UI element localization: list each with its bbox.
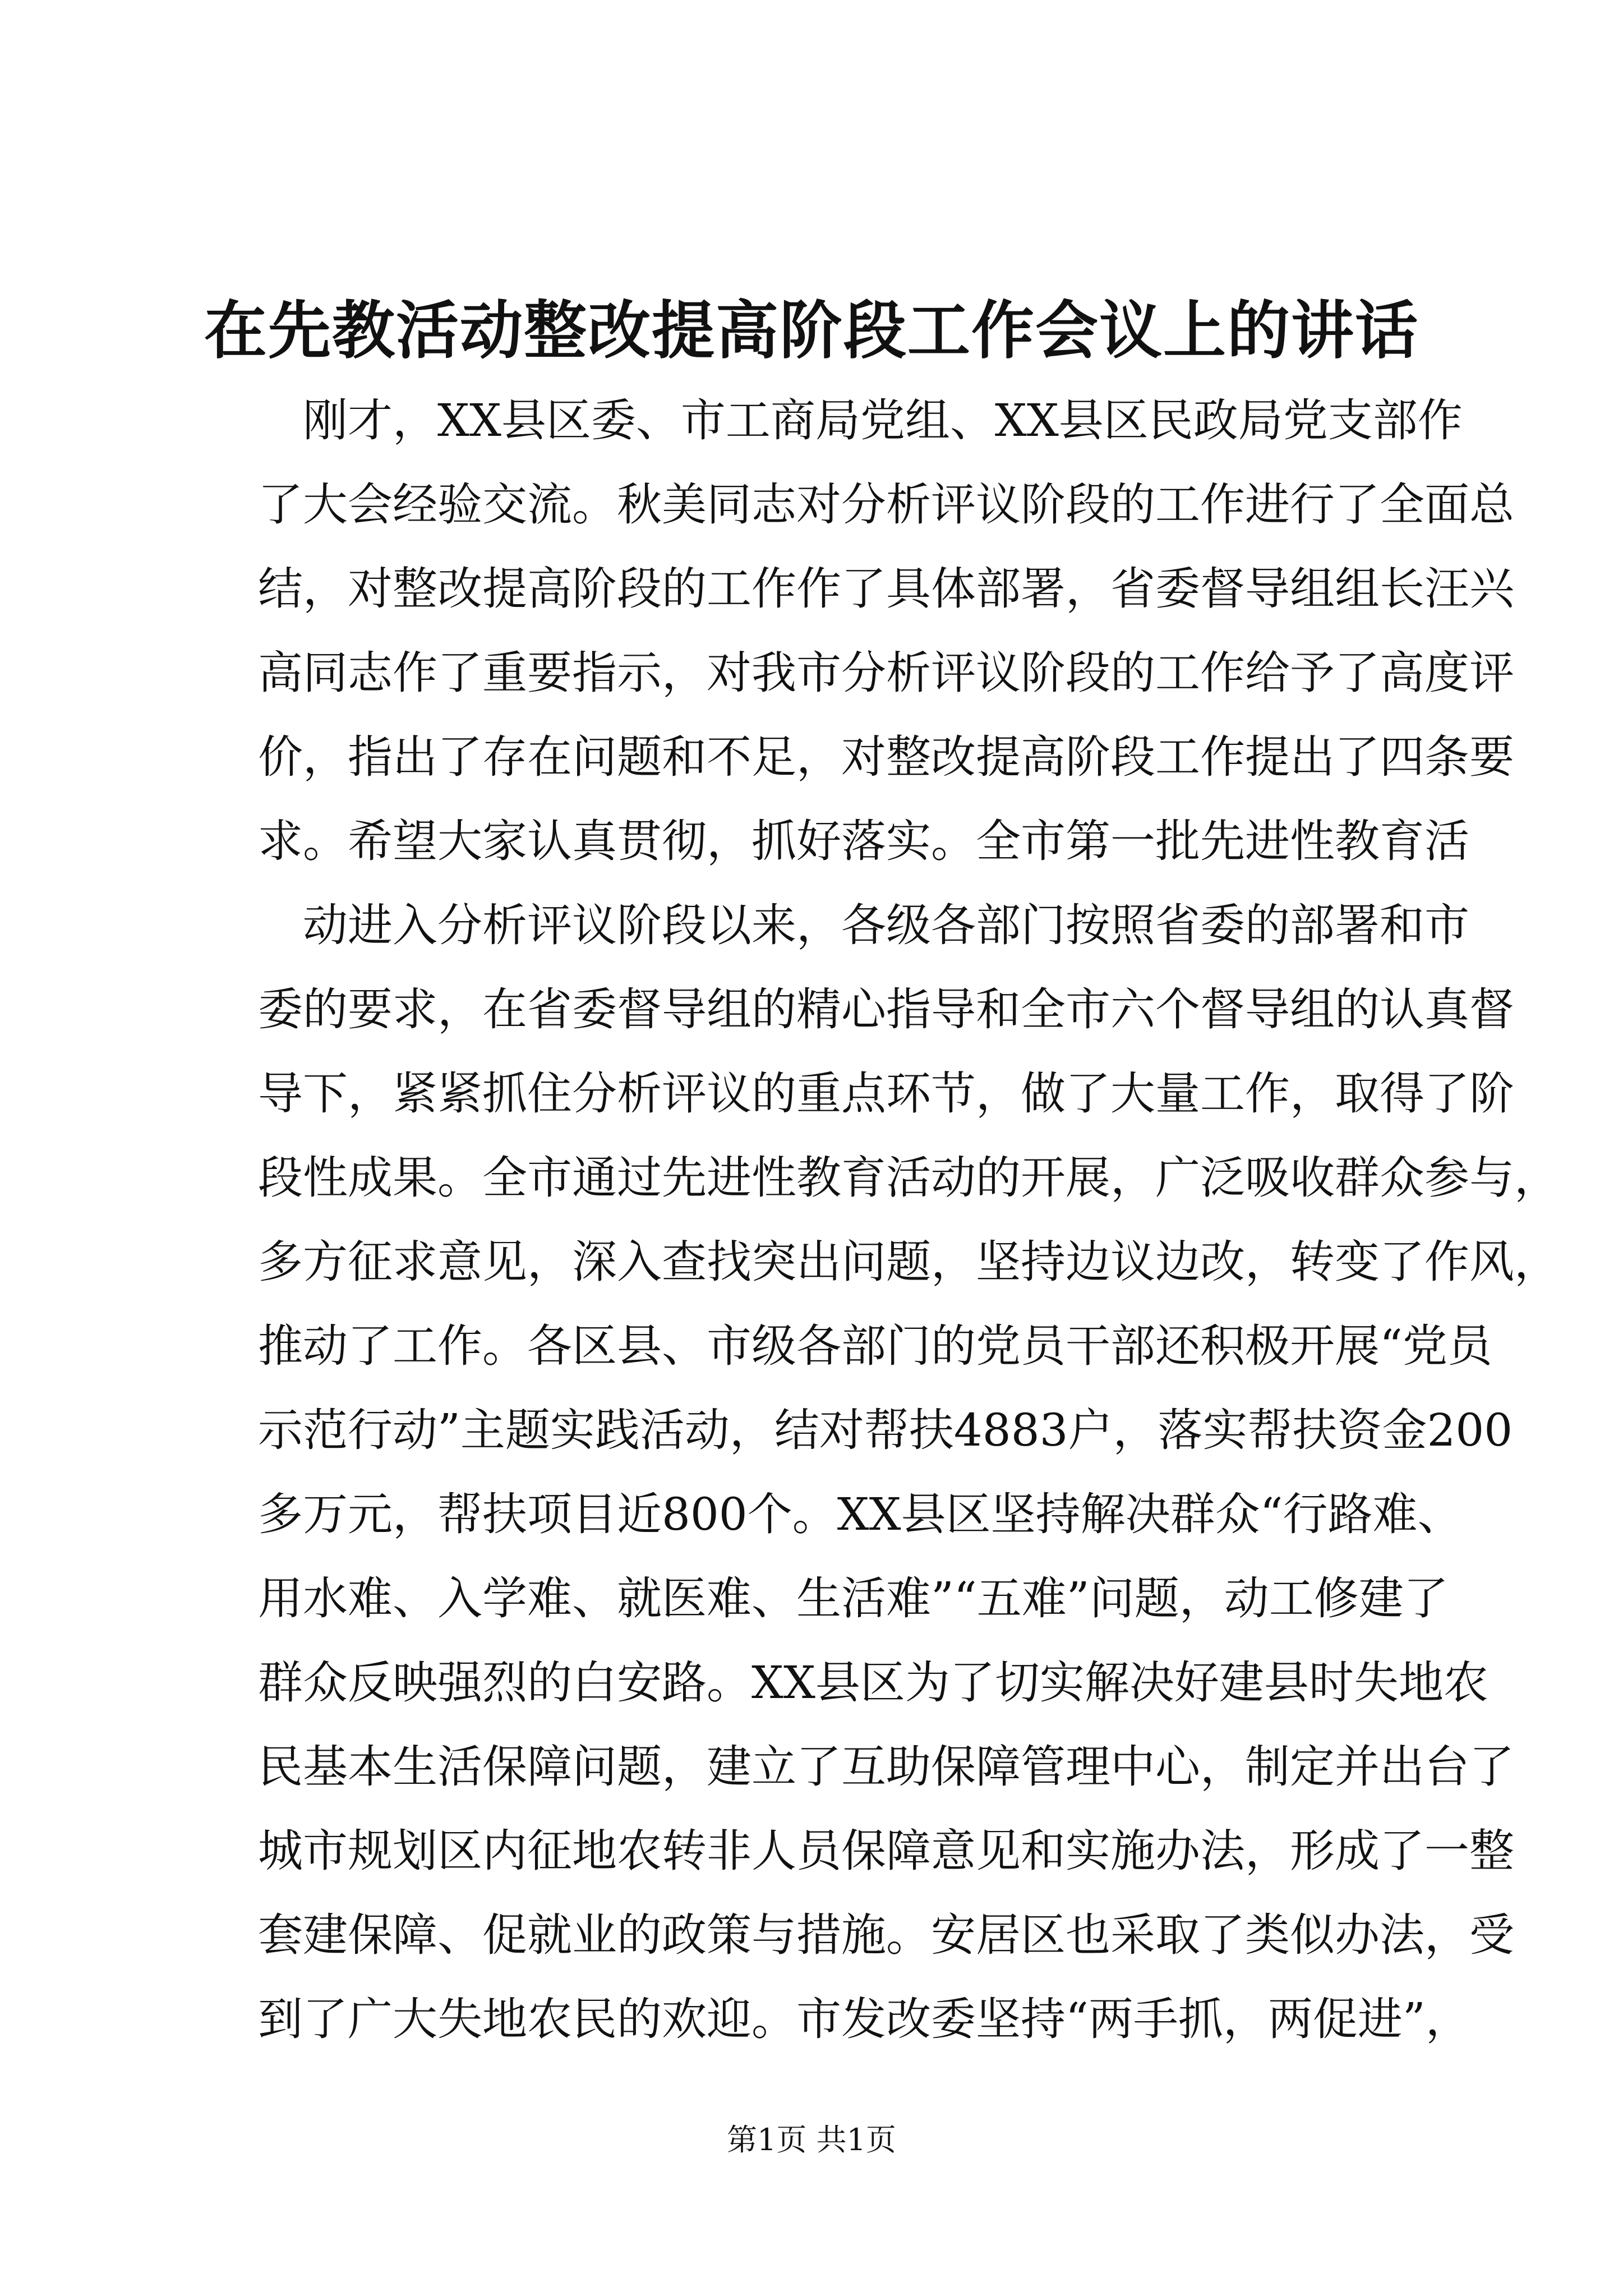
text-line: 群众反映强烈的白安路。XX县区为了切实解决好建县时失地农 <box>258 1657 1488 1709</box>
page-footer: 第1页 共1页 <box>727 2122 896 2157</box>
text-line: 导下，紧紧抓住分析评议的重点环节，做了大量工作，取得了阶 <box>258 1068 1514 1120</box>
text-line: 段性成果。全市通过先进性教育活动的开展，广泛吸收群众参与， <box>258 1152 1559 1204</box>
text-line: 价，指出了存在问题和不足，对整改提高阶段工作提出了四条要 <box>258 731 1514 783</box>
text-line: 多方征求意见，深入查找突出问题，坚持边议边改，转变了作风， <box>258 1236 1559 1288</box>
text-line: 高同志作了重要指示，对我市分析评议阶段的工作给予了高度评 <box>258 647 1514 699</box>
text-line: 委的要求，在省委督导组的精心指导和全市六个督导组的认真督 <box>258 983 1514 1036</box>
text-line: 用水难、入学难、就医难、生活难”“五难”问题，动工修建了 <box>258 1572 1449 1625</box>
text-line: 到了广大失地农民的欢迎。市发改委坚持“两手抓，两促进”， <box>258 1993 1470 2045</box>
text-line: 套建保障、促就业的政策与措施。安居区也采取了类似办法，受 <box>258 1909 1514 1961</box>
text-line: 动进入分析评议阶段以来，各级各部门按照省委的部署和市 <box>303 899 1469 951</box>
text-line: 推动了工作。各区县、市级各部门的党员干部还积极开展“党员 <box>258 1320 1492 1372</box>
text-line: 多万元，帮扶项目近800个。XX县区坚持解决群众“行路难、 <box>258 1488 1463 1540</box>
text-line: 了大会经验交流。秋美同志对分析评议阶段的工作进行了全面总 <box>258 478 1514 531</box>
text-line: 刚才，XX县区委、市工商局党组、XX县区民政局党支部作 <box>303 394 1463 447</box>
text-line: 民基本生活保障问题，建立了互助保障管理中心，制定并出台了 <box>258 1741 1514 1793</box>
text-line: 示范行动”主题实践活动，结对帮扶4883户，落实帮扶资金200 <box>258 1404 1513 1456</box>
text-line: 城市规划区内征地农转非人员保障意见和实施办法，形成了一整 <box>258 1825 1514 1877</box>
text-line: 求。希望大家认真贯彻，抓好落实。全市第一批先进性教育活 <box>258 815 1469 867</box>
document-title: 在先教活动整改提高阶段工作会议上的讲话 <box>204 294 1419 367</box>
text-line: 结，对整改提高阶段的工作作了具体部署，省委督导组组长汪兴 <box>258 563 1514 615</box>
